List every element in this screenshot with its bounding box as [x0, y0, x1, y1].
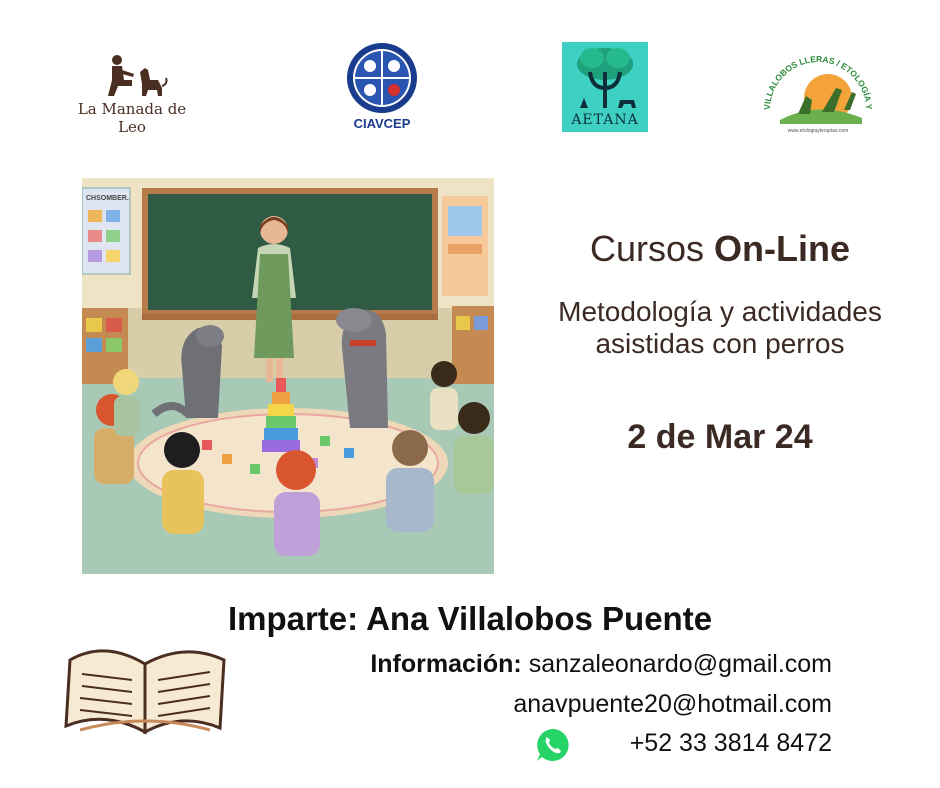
- sunset-animals-icon: [758, 40, 878, 136]
- open-book-icon: [60, 630, 230, 742]
- person-with-dog-icon: [62, 50, 202, 100]
- whatsapp-icon: [534, 726, 572, 764]
- logo-ciavcep: [340, 40, 424, 136]
- classroom-scene: [82, 178, 494, 574]
- info-row: [260, 650, 832, 679]
- logo-villalobos-lleras: [758, 40, 878, 136]
- email-primary[interactable]: sanzaleonardo@gmail.com: [528, 650, 832, 678]
- logo-leo-text: La Manada de Leo: [77, 100, 187, 136]
- phone-number[interactable]: +52 33 3814 8472: [629, 729, 832, 757]
- course-title-prefix: Cursos: [589, 228, 715, 269]
- instructor-line: Imparte: Ana Villalobos Puente: [227, 600, 713, 637]
- villalobos-arc-text: VILLALOBOS LLERAS / ETOLOGÍA Y: [761, 53, 875, 111]
- board-label-text: CHSOMBER.: [86, 195, 129, 202]
- ciavcep-emblem-icon: [340, 40, 424, 116]
- course-date: 2 de Mar 24: [627, 418, 813, 456]
- course-subtitle-line2: asistidas con perros: [595, 328, 845, 359]
- tree-psi-icon: [562, 42, 648, 112]
- course-title-bold: On-Line: [714, 228, 850, 269]
- email-secondary[interactable]: anavpuente20@hotmail.com: [513, 690, 832, 718]
- course-title: [520, 228, 920, 270]
- classroom-illustration: [82, 178, 494, 574]
- logo-aetana-text: AETANA: [571, 112, 639, 128]
- info-label: Información:: [370, 650, 522, 678]
- logo-la-manada-de-leo: [62, 50, 202, 136]
- villalobos-url-text: www.etologiayterapias.com: [787, 128, 849, 134]
- course-subtitle: [510, 296, 930, 360]
- course-subtitle-line1: Metodología y actividades: [558, 296, 882, 327]
- logo-ciavcep-text: CIAVCEP: [353, 116, 411, 131]
- logo-aetana: [562, 42, 648, 132]
